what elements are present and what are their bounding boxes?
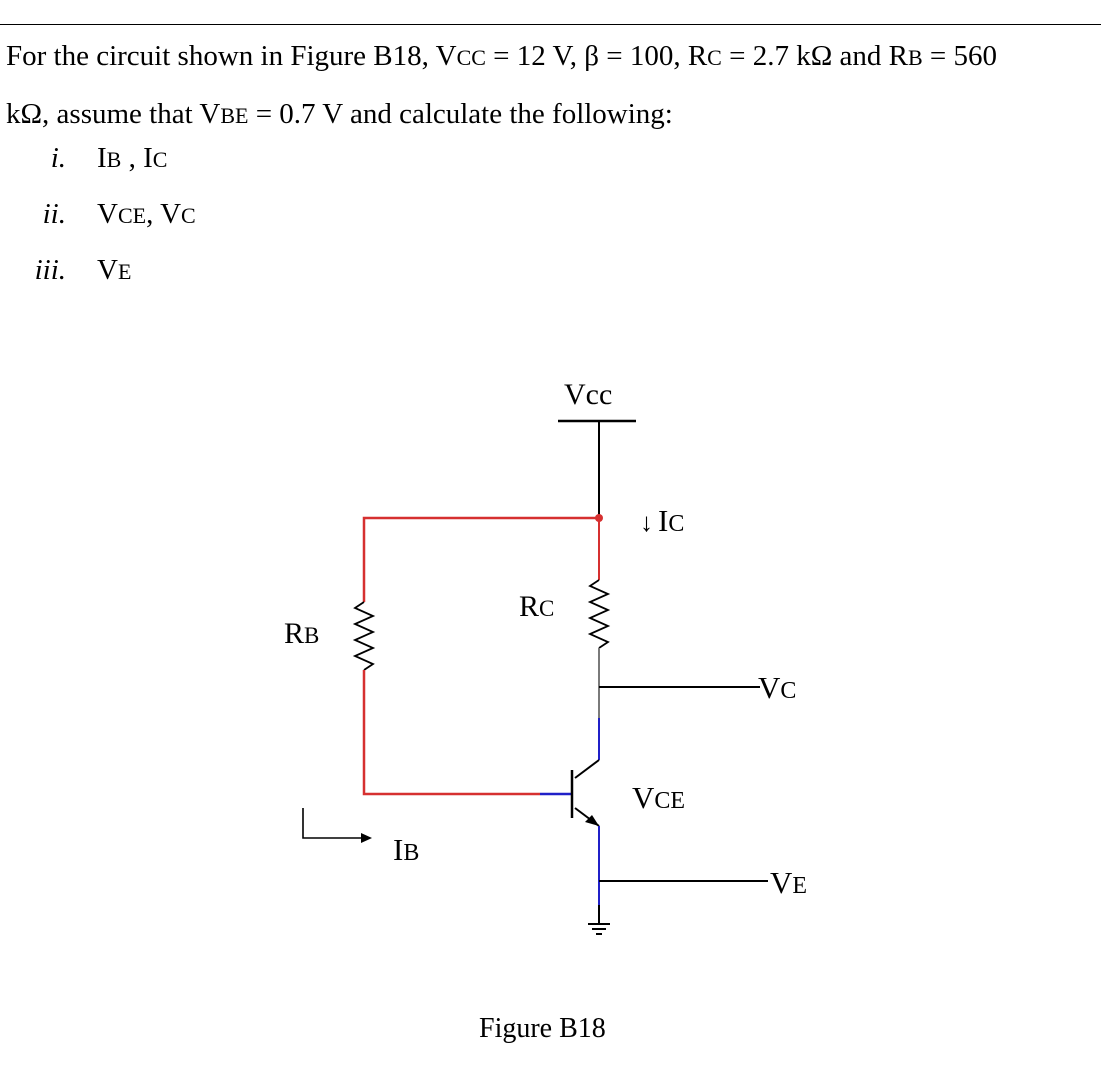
rc-subscript: C <box>707 45 722 70</box>
separator: , <box>146 198 161 230</box>
ic-subscript: C <box>668 511 685 537</box>
symbol: V <box>97 198 118 230</box>
ic-symbol: I <box>658 503 669 538</box>
symbol-subscript: CE <box>117 203 147 228</box>
vce-subscript: CE <box>654 788 686 814</box>
vce-label <box>632 780 685 815</box>
vc-label <box>758 670 796 705</box>
rb-bottom-wire <box>364 670 540 794</box>
rb-symbol: R <box>284 617 305 650</box>
rb-subscript: B <box>304 623 320 648</box>
ib-arrowhead-icon <box>361 833 372 843</box>
ic-label <box>658 503 684 538</box>
q-text: kΩ, assume that V <box>6 98 221 130</box>
rc-subscript: C <box>539 596 555 621</box>
symbol-subscript: C <box>152 147 168 172</box>
vc-subscript: C <box>780 678 797 704</box>
ib-subscript: B <box>403 840 420 866</box>
sub-question-number: i. <box>50 142 66 174</box>
vce-symbol: V <box>632 780 655 815</box>
symbol: I <box>143 142 153 174</box>
figure-caption: Figure B18 <box>479 1013 606 1044</box>
ib-label <box>393 832 419 867</box>
rc-resistor <box>590 580 608 648</box>
rc-label <box>519 590 554 623</box>
q-text: For the circuit shown in Figure B18, V <box>6 40 457 72</box>
symbol: V <box>160 198 182 230</box>
sub-question-number: iii. <box>34 254 66 286</box>
vc-symbol: V <box>758 670 781 705</box>
symbol-subscript: B <box>106 147 122 172</box>
rb-subscript: B <box>907 45 923 70</box>
ib-arrow-icon <box>303 808 362 838</box>
rc-symbol: R <box>519 590 540 623</box>
vcc-subscript: CC <box>456 45 486 70</box>
separator: , <box>121 142 144 174</box>
q-text: = 12 V, β = 100, R <box>485 40 708 72</box>
rb-resistor <box>355 602 373 670</box>
symbol-subscript: C <box>181 203 196 228</box>
ve-label <box>770 865 807 900</box>
ic-arrow-icon: ↓ <box>640 508 653 537</box>
vbe-subscript: BE <box>220 103 249 128</box>
ve-subscript: E <box>792 873 808 899</box>
symbol: V <box>97 254 118 286</box>
symbol: I <box>97 142 107 174</box>
sub-question-number: ii. <box>42 198 66 230</box>
collector-lead <box>575 760 599 778</box>
vcc-label: Vcc <box>564 378 613 411</box>
rb-top-wire <box>364 518 599 602</box>
q-text: = 2.7 kΩ and R <box>721 40 908 72</box>
rb-label <box>284 617 319 650</box>
q-text: = 0.7 V and calculate the following: <box>248 98 673 130</box>
q-text: = 560 <box>922 40 998 72</box>
symbol-subscript: E <box>117 259 132 284</box>
ve-symbol: V <box>770 865 793 900</box>
ib-symbol: I <box>393 832 404 867</box>
